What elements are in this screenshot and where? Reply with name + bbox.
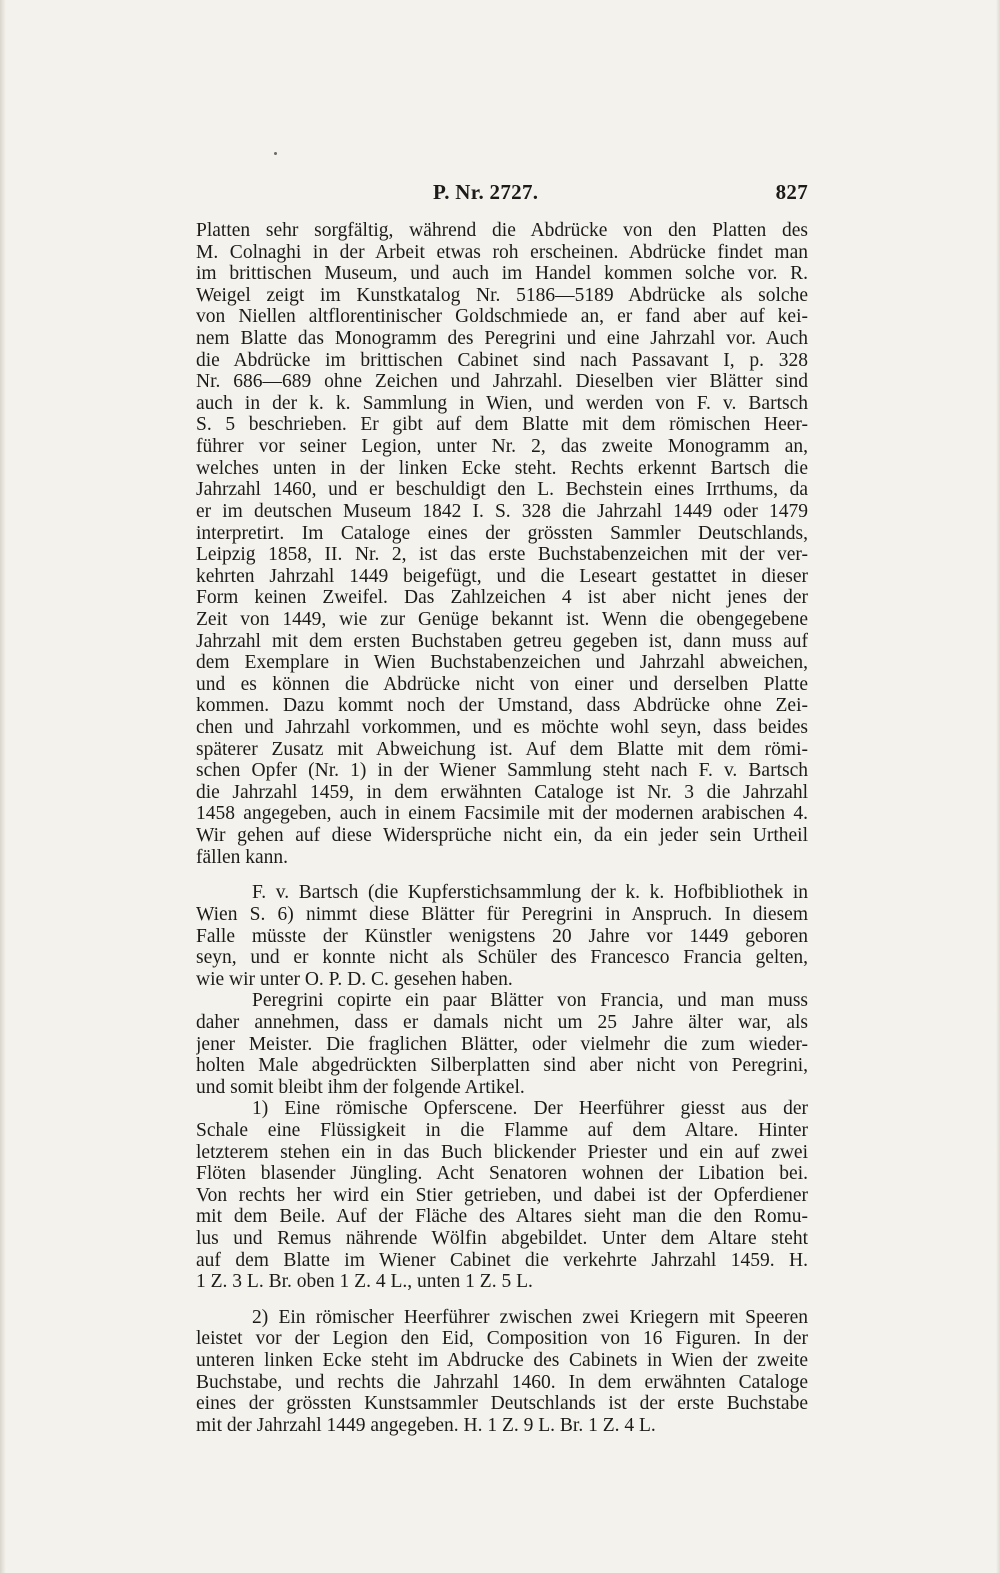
text-line: Wir gehen auf diese Widersprüche nicht ein, da ein jeder sein Urtheil <box>196 825 808 847</box>
text-line: fällen kann. <box>196 846 289 868</box>
text-line: jener Meister. Die fraglichen Blätter, oder vielmehr die zum wieder- <box>196 1033 808 1055</box>
page-edge-shadow-right <box>996 0 1000 1573</box>
paper-speck <box>274 152 277 155</box>
text-line: Peregrini copirte ein paar Blätter von Francia, und man muss <box>252 990 808 1012</box>
text-line: auch in der k. k. Sammlung in Wien, und werden von F. v. Bartsch <box>196 392 808 414</box>
text-line: mit dem Beile. Auf der Fläche des Altares sieht man die den Romu- <box>196 1206 808 1228</box>
text-line: kommen. Dazu kommt noch der Umstand, dass Abdrücke ohne Zei- <box>196 695 808 717</box>
text-line: kehrten Jahrzahl 1449 beigefügt, und die Leseart gestattet in dieser <box>196 565 808 587</box>
text-line: Falle müsste der Künstler wenigstens 20 Jahre vor 1449 geboren <box>196 925 808 947</box>
text-line: Leipzig 1858, II. Nr. 2, ist das erste Buchstabenzeichen mit der ver- <box>196 544 808 566</box>
text-line: führer vor seiner Legion, unter Nr. 2, das zweite Monogramm an, <box>196 436 808 458</box>
text-line: Jahrzahl mit dem ersten Buchstaben getreu gegeben ist, dann muss auf <box>196 630 808 652</box>
text-line: eines der grössten Kunstsammler Deutschlands ist der erste Buchstabe <box>196 1393 808 1415</box>
text-line: Platten sehr sorgfältig, während die Abdrücke von den Platten des <box>196 220 808 241</box>
text-line: im brittischen Museum, und auch im Handel kommen solche vor. R. <box>196 263 808 285</box>
text-line: Schale eine Flüssigkeit in die Flamme auf dem Altare. Hinter <box>196 1119 808 1141</box>
text-line: welches unten in der linken Ecke steht. Rechts erkennt Bartsch die <box>196 457 808 479</box>
body-text <box>196 220 808 1437</box>
text-line: lus und Remus nährende Wölfin abgebildet. Unter dem Altare steht <box>196 1228 808 1250</box>
text-line: S. 5 beschrieben. Er gibt auf dem Blatte mit dem römischen Heer- <box>196 414 808 436</box>
text-line: Form keinen Zweifel. Das Zahlzeichen 4 ist aber nicht jenes der <box>196 587 808 609</box>
text-line: die Abdrücke im brittischen Cabinet sind nach Passavant I, p. 328 <box>196 349 808 371</box>
text-line: chen und Jahrzahl vorkommen, und es möchte wohl seyn, dass beides <box>196 717 808 739</box>
text-line: seyn, und er konnte nicht als Schüler des Francesco Francia gelten, <box>196 947 808 969</box>
text-line: 1 Z. 3 L. Br. oben 1 Z. 4 L., unten 1 Z. 5 L. <box>196 1271 533 1293</box>
text-line: wie wir unter O. P. D. C. gesehen haben. <box>196 968 513 990</box>
text-line: späterer Zusatz mit Abweichung ist. Auf dem Blatte mit dem römi- <box>196 738 808 760</box>
text-line: Nr. 686—689 ohne Zeichen und Jahrzahl. Dieselben vier Blätter sind <box>196 371 808 393</box>
text-line: Von rechts her wird ein Stier getrieben, und dabei ist der Opferdiener <box>196 1184 808 1206</box>
text-line: unteren linken Ecke steht im Abdrucke des Cabinets in Wien der zweite <box>196 1350 808 1372</box>
text-line: M. Colnaghi in der Arbeit etwas roh erscheinen. Abdrücke findet man <box>196 241 808 263</box>
text-line: von Niellen altflorentinischer Goldschmiede an, er fand aber auf kei- <box>196 306 808 328</box>
text-line: leistet vor der Legion den Eid, Composition von 16 Figuren. In der <box>196 1328 808 1350</box>
text-line: er im deutschen Museum 1842 I. S. 328 die Jahrzahl 1449 oder 1479 <box>196 500 808 522</box>
text-line: dem Exemplare in Wien Buchstabenzeichen und Jahrzahl abweichen, <box>196 652 808 674</box>
page-edge-shadow-left <box>0 0 6 1573</box>
page-header <box>196 180 808 208</box>
text-line: holten Male abgedrückten Silberplatten sind aber nicht von Peregrini, <box>196 1055 808 1077</box>
text-line: F. v. Bartsch (die Kupferstichsammlung der k. k. Hofbibliothek in <box>252 882 808 904</box>
text-line: Zeit von 1449, wie zur Genüge bekannt ist. Wenn die obengegebene <box>196 608 808 630</box>
text-line: nem Blatte das Monogramm des Peregrini und eine Jahrzahl vor. Auch <box>196 328 808 350</box>
text-line: und es können die Abdrücke nicht von einer und derselben Platte <box>196 673 808 695</box>
text-line: daher annehmen, dass er damals nicht um 25 Jahre älter war, als <box>196 1011 808 1033</box>
text-line: Weigel zeigt im Kunstkatalog Nr. 5186—5189 Abdrücke als solche <box>196 284 808 306</box>
text-line: letzterem stehen ein in das Buch blickender Priester und ein auf zwei <box>196 1141 808 1163</box>
text-line: die Jahrzahl 1459, in dem erwähnten Cataloge ist Nr. 3 die Jahrzahl <box>196 781 808 803</box>
text-line: mit der Jahrzahl 1449 angegeben. H. 1 Z. 9 L. Br. 1 Z. 4 L. <box>196 1414 656 1436</box>
text-line: interpretirt. Im Cataloge eines der grössten Sammler Deutschlands, <box>196 522 808 544</box>
text-line: 2) Ein römischer Heerführer zwischen zwei Kriegern mit Speeren <box>252 1306 808 1328</box>
text-line: 1458 angegeben, auch in einem Facsimile mit der modernen arabischen 4. <box>196 803 808 825</box>
text-line: Wien S. 6) nimmt diese Blätter für Peregrini in Anspruch. In diesem <box>196 903 808 925</box>
text-line: Flöten blasender Jüngling. Acht Senatoren wohnen der Libation bei. <box>196 1163 808 1185</box>
text-line: auf dem Blatte im Wiener Cabinet die verkehrte Jahrzahl 1459. H. <box>196 1249 808 1271</box>
text-line: Buchstabe, und rechts die Jahrzahl 1460. In dem erwähnten Cataloge <box>196 1371 808 1393</box>
running-head: P. Nr. 2727. <box>433 180 539 204</box>
text-line: und somit bleibt ihm der folgende Artikel. <box>196 1076 525 1098</box>
page-number: 827 <box>775 180 808 204</box>
text-line: Jahrzahl 1460, und er beschuldigt den L. Bechstein eines Irrthums, da <box>196 479 808 501</box>
text-line: 1) Eine römische Opferscene. Der Heerführer giesst aus der <box>252 1098 808 1120</box>
text-line: schen Opfer (Nr. 1) in der Wiener Sammlung steht nach F. v. Bartsch <box>196 760 808 782</box>
